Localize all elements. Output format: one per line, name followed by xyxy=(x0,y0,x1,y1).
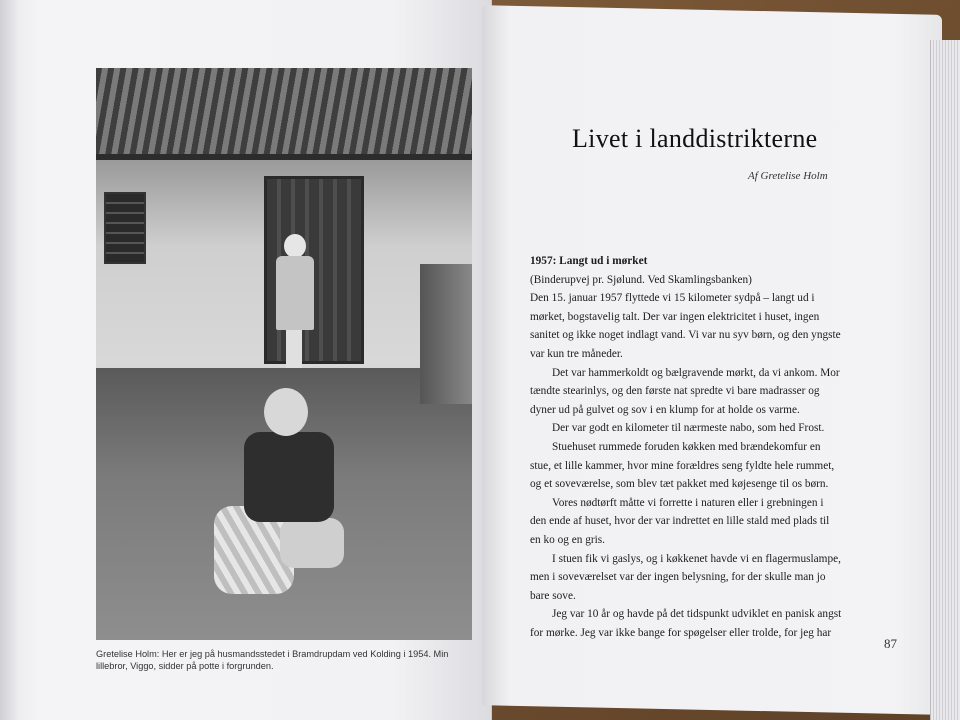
paragraph: Den 15. januar 1957 flyttede vi 15 kilometer sydpå – langt ud i mørket, bogstavelig talt. Der var ingen elektricitet i huset, ingen sanitet og ikke noget indlagt vand. Vi var nu syv børn, og den yngste var kun tre måneder. xyxy=(530,292,841,360)
body-text xyxy=(530,252,842,642)
paragraph: Stuehuset rummede foruden køkken med brændekomfur en stue, et lille kammer, hvor mine forældres seng fyldte hele rummet, og et soveværelse, som blev tæt pakket med køjesenge til os børn. xyxy=(530,440,835,491)
girl-figure xyxy=(274,234,314,374)
byline: Af Gretelise Holm xyxy=(748,170,828,182)
paragraph: Der var godt en kilometer til nærmeste nabo, som hed Frost. xyxy=(552,422,825,435)
paragraph: I stuen fik vi gaslys, og i køkkenet havde vi en flagermuslampe, men i soveværelset var der ingen belysning, for der skulle man jo bare sove. xyxy=(530,552,841,602)
chapter-title: Livet i landdistrikterne xyxy=(572,124,818,153)
section-heading: 1957: Langt ud i mørket xyxy=(530,255,648,267)
paragraph: Det var hammerkoldt og bælgravende mørkt, da vi ankom. Mor tændte stearinlys, og den første nat spredte vi bare madrasser og dyner ud på gulvet og sov i en klump for at holde os varme. xyxy=(530,366,840,416)
black-and-white-photo xyxy=(96,68,472,640)
paragraph-location: (Binderupvej pr. Sjølund. Ved Skamlingsbanken) xyxy=(530,273,752,286)
corrugated-roof xyxy=(96,68,472,160)
left-page-edge xyxy=(0,0,18,720)
page-stack-edge xyxy=(930,40,960,720)
paragraph: Jeg var 10 år og havde på det tidspunkt udviklet en panisk angst for mørke. Jeg var ikke bange for spøgelser eller trolde, for jeg har xyxy=(530,608,842,639)
paragraph: Vores nødtørft måtte vi forrette i naturen eller i grebningen i den ende af huset, hvor der var indrettet en lille stald med plads til en ko og en gris. xyxy=(530,496,830,546)
barred-window xyxy=(104,192,146,264)
photo-caption: Gretelise Holm: Her er jeg på husmandsstedet i Bramdrupdam ved Kolding i 1954. Min lillebror, Viggo, sidder på potte i forgrunden. xyxy=(96,649,449,671)
cart xyxy=(420,264,472,404)
boy-on-potty-figure xyxy=(214,388,364,598)
page-number: 87 xyxy=(884,636,897,651)
